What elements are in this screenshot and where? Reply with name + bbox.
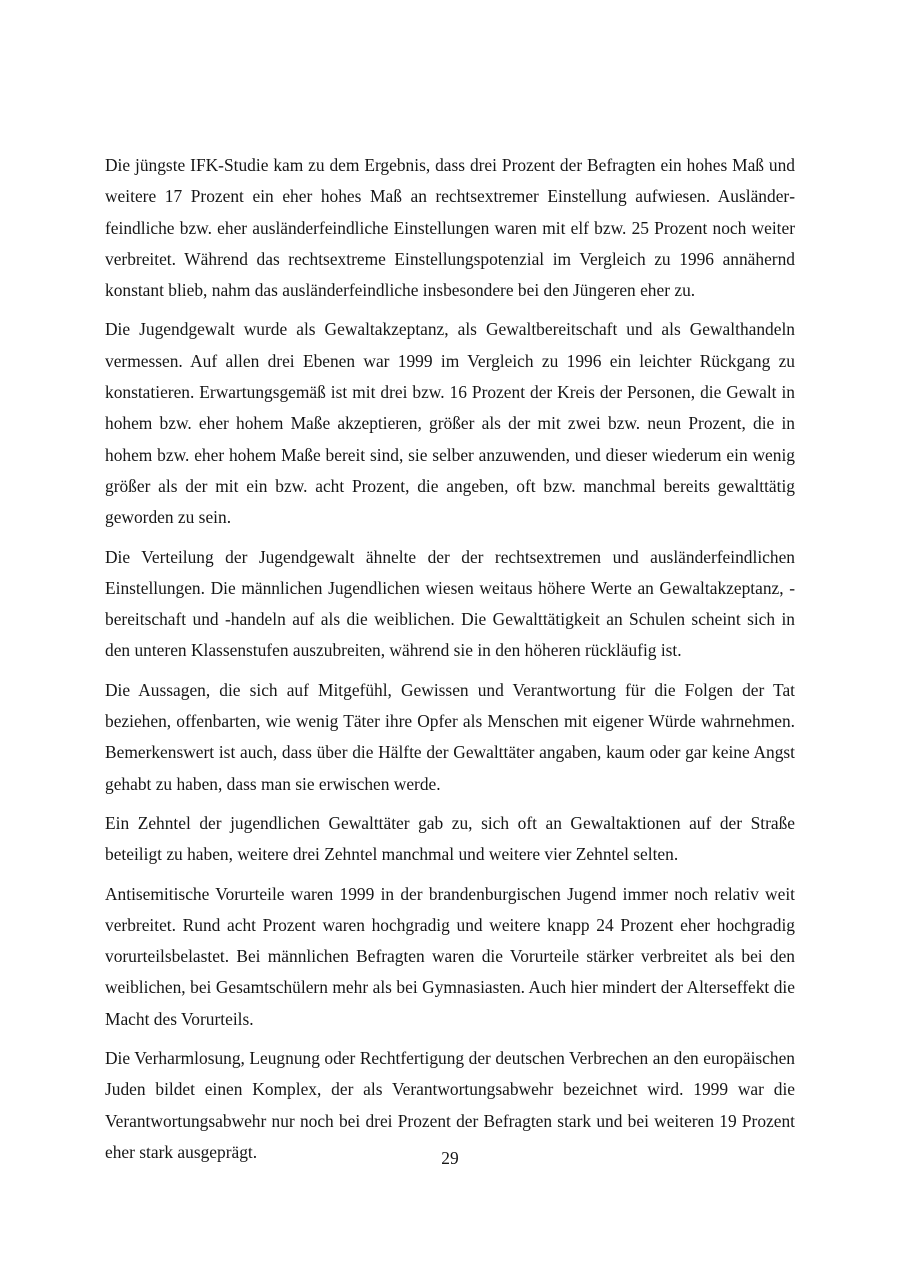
paragraph-antisemitic-prejudice: Antisemitische Vorurteile waren 1999 in der brandenburgischen Jugend immer noch relativ weit verbreitet. Rund acht Prozent waren hochgradig und weitere knapp 24 Prozent eher hochgradig vorurteilsbelastet. Bei männlichen Befragten waren die Vorurteile stärker verbreitet als bei den weiblichen, bei Gesamtschülern mehr als bei Gymnasiasten. Auch hier mindert der Alterseffekt die Macht des Vorurteils. [105, 883, 795, 1029]
paragraph-youth-violence: Die Jugendgewalt wurde als Gewaltakzeptanz, als Gewaltbereitschaft und als Gewalthandeln vermessen. Auf allen drei Ebenen war 1999 im Vergleich zu 1996 ein leichter Rückgang zu konstatieren. Erwartungsgemäß ist mit drei bzw. 16 Prozent der Kreis der Personen, die Gewalt in hohem bzw. eher hohem Maße akzeptieren, größer als der mit zwei bzw. neun Prozent, die in hohem bzw. eher hohem Maße bereit sind, sie selber anzuwenden, und dieser wiederum ein wenig größer als der mit ein bzw. acht Prozent, die angeben, oft bzw. manchmal bereits gewalttätig geworden zu sein. [105, 319, 795, 528]
paragraph-street-violence: Ein Zehntel der jugendlichen Gewalttäter gab zu, sich oft an Gewaltaktionen auf der Straße beteiligt zu haben, weitere drei Zehntel manchmal und weitere vier Zehntel selten. [105, 812, 795, 865]
paragraph-violence-distribution: Die Verteilung der Jugendgewalt ähnelte der der rechtsextremen und ausländerfeindlichen Einstellungen. Die männlichen Jugendlichen wiesen weitaus höhere Werte an Gewaltakzeptanz, -bereitschaft und -handeln auf als die weiblichen. Die Gewalttätigkeit an Schulen scheint sich in den unteren Klassenstufen auszubreiten, während sie in den höheren rückläufig ist. [105, 546, 795, 661]
paragraph-ifk-study: Die jüngste IFK-Studie kam zu dem Ergebnis, dass drei Prozent der Befragten ein hohes Maß und weitere 17 Prozent ein eher hohes Maß an rechtsextremer Einstellung aufwiesen. Ausländerfeindliche bzw. eher ausländerfeindliche Einstellungen waren mit elf bzw. 25 Prozent noch weiter verbreitet. Während das rechtsextreme Einstellungspotenzial im Vergleich zu 1996 annähernd konstant blieb, nahm das ausländerfeindliche insbesondere bei den Jüngeren eher zu. [105, 155, 795, 301]
page-number: 29 [441, 1148, 459, 1168]
paragraph-responsibility-defense: Die Verharmlosung, Leugnung oder Rechtfertigung der deutschen Verbrechen an den europäischen Juden bildet einen Komplex, der als Verantwortungsabwehr bezeichnet wird. 1999 war die Verantwortungsabwehr nur noch bei drei Prozent der Befragten stark und bei weiteren 19 Prozent eher stark ausgeprägt. [105, 1048, 795, 1162]
body-text [105, 150, 795, 1176]
paragraph-empathy-statements: Die Aussagen, die sich auf Mitgefühl, Gewissen und Verantwortung für die Folgen der Tat beziehen, offenbarten, wie wenig Täter ihre Opfer als Menschen mit eigener Würde wahrnehmen. Bemerkenswert ist auch, dass über die Hälfte der Gewalttäter angaben, kaum oder gar keine Angst gehabt zu haben, dass man sie erwischen werde. [105, 679, 795, 794]
